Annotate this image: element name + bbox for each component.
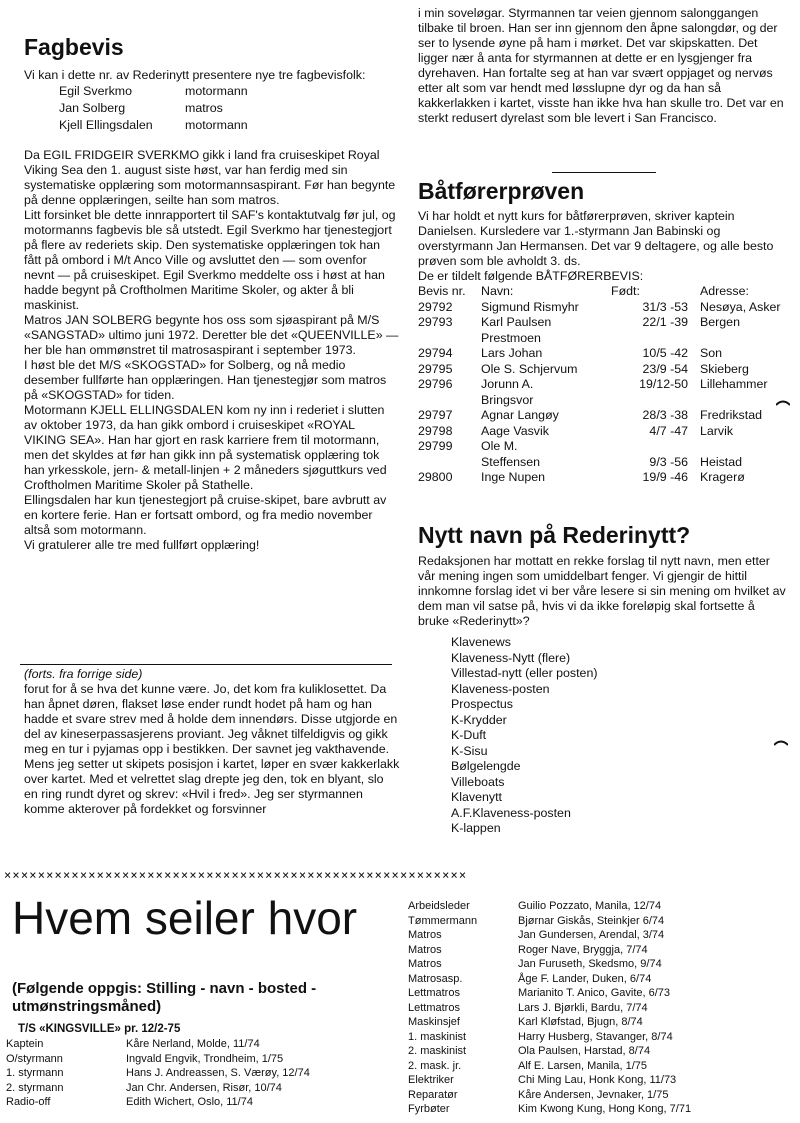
table-header [418, 284, 781, 300]
cell-addr: Larvik [700, 423, 734, 438]
crew-position: 2. styrmann [6, 1081, 64, 1094]
cell-no [418, 455, 477, 471]
hvem-title: Hvem seiler hvor [12, 892, 358, 944]
cell-born: 22/1 -39 [642, 315, 688, 329]
crew-person: Kåre Nerland, Molde, 11/74 [126, 1038, 260, 1050]
cell-addr [700, 439, 781, 455]
crew-position: Tømmermann [408, 914, 478, 927]
list-item: Klaveness-posten [451, 681, 550, 696]
cell-name: Ole S. Schjervum [481, 361, 578, 376]
table-row [418, 439, 781, 455]
crew-person: Kim Kwong Kung, Hong Kong, 7/71 [518, 1103, 692, 1115]
crew-person: Jan Chr. Andersen, Risør, 10/74 [126, 1081, 282, 1094]
crew-position: Matros [408, 943, 442, 956]
nyttnavn-text: Redaksjonen har mottatt en rekke forslag til nytt navn, men etter vår mening ingen som umiddelbart fenger. Vi gjengir de hittil innkomne forslag idet vi ber våre lesere si sin mening om hvilket av dem man vil satse på, hvis vi da ikke foreløpig skal fortsette å bruke «Rederinytt»? [418, 554, 790, 628]
cell-no: 29793 [418, 315, 453, 329]
cell-born [611, 331, 700, 347]
crew-row [408, 1001, 691, 1016]
table-row [418, 377, 781, 393]
crew-person: Alf E. Larsen, Manila, 1/75 [518, 1059, 648, 1072]
fagbevis-intro: Vi kan i dette nr. av Rederinytt presentere nye tre fagbevisfolk: [24, 68, 366, 82]
scan-mark [776, 400, 790, 406]
crew-position: Elektriker [408, 1074, 454, 1086]
cell-addr: Fredrikstad [700, 408, 762, 422]
cell-name: Steffensen [481, 454, 541, 469]
fagbevis-paragraph: Motormann KJELL ELLINGSDALEN kom ny inn i rederiet i slutten av oktober 1973, da han gikk ombord i cruiseskipet «ROYAL VIKING SEA». Han har gjort en rask karriere frem til motormann, men det skyldes at før han gikk inn på systematisk opplæring tok han yrkesskole, jern- & metall-linjen + 2 måneders sjøguttkurs ved Croftholmen Maritime Skoler på Stathelle. [24, 403, 391, 492]
crew-position: Lettmatros [408, 1001, 460, 1014]
crew-person: Guilio Pozzato, Manila, 12/74 [518, 900, 662, 912]
nyttnavn-section [418, 522, 788, 837]
person-name: Kjell Ellingsdalen [59, 118, 153, 132]
person-row [58, 117, 249, 134]
cell-no: 29792 [418, 299, 453, 314]
hvem-subtitle: (Følgende oppgis: Stilling - navn - bosted - utmønstringsmåned) [12, 980, 317, 1015]
cell-born: 9/3 -56 [649, 454, 688, 469]
ship-line: T/S «KINGSVILLE» pr. 12/2-75 [18, 1023, 181, 1035]
fagbevis-paragraph: Matros JAN SOLBERG begynte hos oss som sjøaspirant på M/S «SANGSTAD» ultimo juni 1972. Deretter ble det «QUEENVILLE» — her ble han ommønstret til matrosaspirant i september 1973. [24, 313, 402, 357]
list-item: Prospectus [451, 697, 513, 711]
table-row [418, 331, 781, 347]
header-born: Født: [611, 284, 640, 298]
forts-label: (forts. fra forrige side) [24, 667, 143, 681]
list-item: Klaveness-Nytt (flere) [451, 650, 571, 665]
crew-person: Jan Gundersen, Arendal, 3/74 [518, 929, 665, 941]
cell-addr: Skieberg [700, 361, 749, 376]
name-suggestions [418, 635, 788, 837]
person-row [58, 100, 249, 117]
crew-position: 2. mask. jr. [408, 1059, 462, 1072]
crew-position: Arbeidsleder [408, 900, 470, 912]
crew-row [408, 1059, 691, 1074]
cell-addr: Lillehammer [700, 377, 768, 391]
cell-name: Agnar Langøy [481, 408, 559, 422]
list-item: K-lappen [451, 821, 501, 835]
fagbevis-section [24, 34, 400, 553]
crew-person: Edith Wichert, Oslo, 11/74 [126, 1096, 253, 1108]
table-row [418, 455, 781, 471]
cell-born: 31/3 -53 [642, 299, 688, 314]
list-item: K-Duft [451, 728, 487, 742]
crew-row [408, 986, 691, 1001]
list-item: Villeboats [451, 774, 505, 789]
batforer-rows [418, 300, 781, 486]
table-row [418, 315, 781, 331]
cell-born [611, 439, 700, 455]
crew-right-rows [408, 899, 691, 1117]
separator-row: ××××××××××××××××××××××××××××××××××××××××××××××××××××××× [4, 868, 468, 882]
crew-position: Matrosasp. [408, 972, 463, 985]
crew-person: Kåre Andersen, Jevnaker, 1/75 [518, 1088, 669, 1101]
story-text: i min soveløgar. Styrmannen tar veien gjennom salonggangen tilbake til broen. Han ser inn gjennom den åpne salongdør, og der ser to lysende øyne på ham i mørket. Det var skipskatten. Det ligger nær å anta for styrmannen at dette er en lysgjenger fra dyrehaven. Han fortalte seg at han var svært oppjaget og nervøs etter alt som var hendt med løsslupne dyr og da han så kakkerlakken i kartet, visste han ikke hva han skulle tro. Det var en sterkt redusert dyrelast som ble levert i San Francisco. [418, 6, 788, 125]
forts-section [24, 667, 403, 817]
person-name: Jan Solberg [59, 101, 126, 115]
crew-person: Karl Kløfstad, Bjugn, 8/74 [518, 1016, 643, 1028]
batforer-sub: De er tildelt følgende BÅTFØRERBEVIS: [418, 269, 644, 283]
crew-row [6, 1037, 310, 1052]
cell-name: Lars Johan [481, 346, 543, 360]
cell-name: Prestmoen [481, 330, 541, 345]
table-row [418, 300, 781, 316]
crew-row [6, 1095, 310, 1110]
batforer-intro: Vi har holdt et nytt kurs for båtførerprøven, skriver kaptein Danielsen. Kursledere var 1.-styrmann Jan Babinski og overstyrmann Jan Hermansen. Det var 9 deltagere, og alle besto prøven som ble avholdt 3. ds. [418, 209, 777, 268]
crew-row [408, 1088, 691, 1103]
cell-born [611, 393, 700, 409]
crew-position: 1. maskinist [408, 1030, 467, 1043]
crew-row [408, 972, 691, 987]
cell-addr [700, 393, 781, 409]
list-item: A.F.Klaveness-posten [451, 805, 571, 820]
crew-row [6, 1066, 310, 1081]
crew-person: Marianito T. Anico, Gavite, 6/73 [518, 987, 671, 999]
fagbevis-paragraph: I høst ble det M/S «SKOGSTAD» for Solberg, og nå medio desember fullførte han opplæringen. Han tjenestegjør som matros på «SKOGSTAD» for tiden. [24, 358, 390, 402]
crew-person: Roger Nave, Bryggja, 7/74 [518, 943, 648, 956]
cell-born: 23/9 -54 [642, 361, 688, 376]
crew-row [408, 943, 691, 958]
crew-position: Kaptein [6, 1038, 44, 1050]
crew-row [408, 1030, 691, 1045]
crew-row [408, 1073, 691, 1088]
header-addr: Adresse: [700, 284, 749, 298]
cell-addr: Bergen [700, 315, 740, 329]
crew-row [408, 1015, 691, 1030]
divider [552, 172, 656, 173]
person-role: motormann [185, 84, 248, 98]
cell-name: Sigmund Rismyhr [481, 299, 579, 314]
cell-no: 29794 [418, 346, 453, 360]
cell-name: Karl Paulsen [481, 315, 552, 329]
crew-right [408, 899, 798, 1117]
cell-addr [700, 331, 781, 347]
crew-row [408, 914, 691, 929]
scan-mark [774, 740, 788, 746]
crew-person: Lars J. Bjørkli, Bardu, 7/74 [518, 1001, 648, 1014]
cell-addr: Nesøya, Asker [700, 299, 781, 314]
crew-row [6, 1081, 310, 1096]
forts-text: forut for å se hva det kunne være. Jo, det kom fra kuliklosettet. Da han åpnet døren, flakset løse ender rundt hodet på ham og han hadde et svare strev med å holde dem innendørs. Disse utgjorde en del av kineserpassasjerens proviant. Jeg våknet tilfeldigvis og gikk meg en tur i pyjamas opp i bestikken. Der savnet jeg vakthavende. Mens jeg setter ut skipets posisjon i kartet, løper en svær kakkerlakk over kartet. Med et velrettet slag drepte jeg den, tok en blyant, slo en ring rundt dyret og skrev: «Hvil i fred». Jeg ser styrmannen komme akterover på fordekket og forsvinner [24, 682, 403, 816]
fagbevis-title: Fagbevis [24, 34, 124, 60]
cell-no [418, 393, 477, 409]
cell-name: Inge Nupen [481, 470, 546, 484]
cell-addr: Heistad [700, 454, 743, 469]
crew-left-rows [6, 1037, 310, 1110]
cell-addr: Kragerø [700, 470, 745, 484]
person-role: motormann [185, 118, 248, 132]
cell-born: 10/5 -42 [642, 346, 688, 360]
header-name: Navn: [481, 284, 514, 298]
cell-name: Ole M. [481, 439, 518, 453]
cell-born: 19/9 -46 [642, 470, 688, 484]
cell-born: 4/7 -47 [649, 423, 688, 438]
crew-person: Harry Husberg, Stavanger, 8/74 [518, 1030, 673, 1043]
list-item: K-Krydder [451, 712, 507, 727]
crew-left [6, 1037, 396, 1110]
person-name: Egil Sverkmo [59, 84, 132, 98]
crew-row [408, 928, 691, 943]
crew-person: Ola Paulsen, Harstad, 8/74 [518, 1045, 651, 1057]
cell-no [418, 331, 477, 347]
batforer-table [418, 284, 781, 486]
crew-row [6, 1052, 310, 1067]
crew-person: Chi Ming Lau, Honk Kong, 11/73 [518, 1074, 677, 1086]
cell-addr: Son [700, 346, 723, 360]
list-item: Klavenytt [451, 790, 502, 804]
crew-person: Hans J. Andreassen, S. Værøy, 12/74 [126, 1067, 310, 1079]
fagbevis-paragraph: Litt forsinket ble dette innrapportert til SAF's kontaktutvalg før jul, og motormanns fagbevis ble så utstedt. Egil Sverkmo har tjenestegjort på flere av rederiets skip. Den systematiske opplæringen tok han fått på ombord i M/t Anco Ville og avsluttet den — som ovenfor nevnt — på cruiseskipet. Egil Sverkmo meddelte oss i høst at han hadde begynt på Croftholmen Maritime Skoler, og akter å bli maskinist. [24, 208, 399, 312]
table-row [418, 346, 781, 362]
cell-born: 19/12-50 [639, 377, 688, 391]
batforer-title: Båtførerprøven [418, 178, 585, 204]
fagbevis-paragraph: Da EGIL FRIDGEIR SVERKMO gikk i land fra cruiseskipet Royal Viking Sea den 1. august siste høst, var han ferdig med sin systematiske opplæring som motormannsaspirant. Før han begynte på denne opplæringen, seilte han som matros. [24, 148, 399, 207]
crew-row [408, 957, 691, 972]
crew-row [408, 899, 691, 914]
cell-no: 29798 [418, 423, 453, 438]
cell-no: 29800 [418, 470, 453, 484]
fagbevis-paragraph: Vi gratulerer alle tre med fullført opplæring! [24, 538, 260, 552]
cell-name: Jorunn A. [481, 377, 534, 391]
nyttnavn-title: Nytt navn på Rederinytt? [418, 522, 691, 548]
cell-no: 29795 [418, 361, 453, 376]
crew-position: Matros [408, 929, 442, 941]
crew-row [408, 1102, 691, 1117]
table-row [418, 408, 781, 424]
crew-position: Fyrbøter [408, 1103, 450, 1115]
crew-position: Matros [408, 958, 442, 970]
cell-no: 29799 [418, 439, 453, 453]
list-item: K-Sisu [451, 743, 488, 758]
table-row [418, 424, 781, 440]
table-row [418, 470, 781, 486]
person-role: matros [185, 101, 223, 115]
table-row [418, 393, 781, 409]
cell-no: 29797 [418, 408, 453, 422]
table-row [418, 362, 781, 378]
crew-position: Reparatør [408, 1088, 458, 1101]
cell-born: 28/3 -38 [642, 408, 688, 422]
cell-name: Aage Vasvik [481, 423, 549, 438]
batforer-section [418, 178, 788, 486]
list-item: Villestad-nytt (eller posten) [451, 666, 598, 680]
crew-position: Maskinsjef [408, 1016, 460, 1028]
crew-position: Radio-off [6, 1096, 51, 1108]
crew-person: Åge F. Lander, Duken, 6/74 [518, 972, 652, 985]
fagbevis-paragraph: Ellingsdalen har kun tjenestegjort på cruise-skipet, bare avbrutt av en kortere ferie. Han er fortsatt ombord, og fra medio november altså som motormann. [24, 493, 390, 537]
crew-position: 2. maskinist [408, 1045, 467, 1057]
person-row [58, 83, 249, 100]
crew-position: O/styrmann [6, 1052, 63, 1065]
list-item: Klavenews [451, 635, 511, 649]
crew-row [408, 1044, 691, 1059]
crew-person: Jan Furuseth, Skedsmo, 9/74 [518, 958, 662, 970]
crew-position: 1. styrmann [6, 1067, 64, 1079]
header-no: Bevis nr. [418, 284, 466, 298]
cell-no: 29796 [418, 377, 453, 391]
fagbevis-people [58, 83, 249, 134]
story-continuation [418, 6, 788, 126]
list-item: Bølgelengde [451, 759, 521, 773]
crew-person: Bjørnar Giskås, Steinkjer 6/74 [518, 914, 665, 927]
divider [20, 664, 392, 665]
crew-person: Ingvald Engvik, Trondheim, 1/75 [126, 1052, 284, 1065]
cell-name: Bringsvor [481, 392, 534, 407]
crew-position: Lettmatros [408, 987, 460, 999]
